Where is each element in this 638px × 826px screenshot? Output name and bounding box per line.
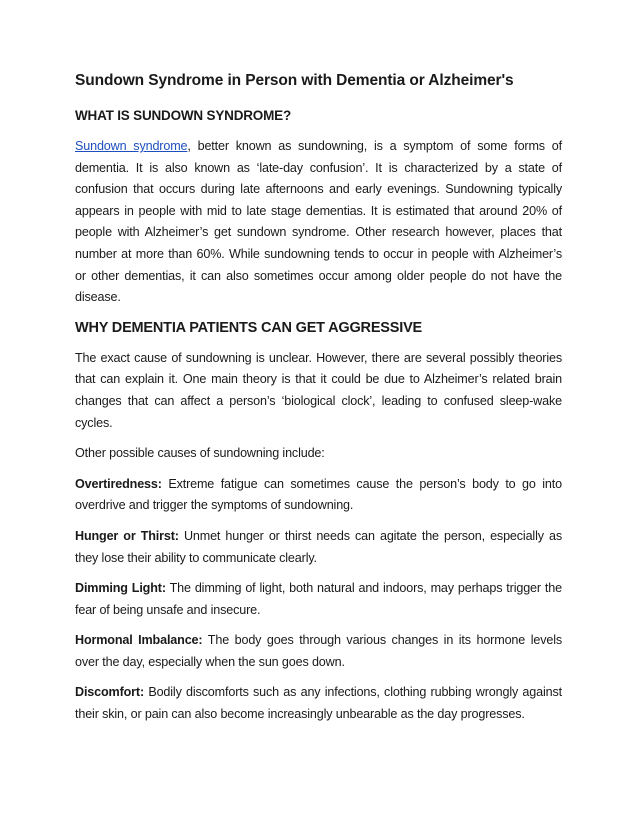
cause-item: [75, 682, 562, 725]
cause-term: Dimming Light:: [75, 581, 166, 596]
paragraph-definition: [75, 136, 562, 309]
cause-term: Hunger or Thirst:: [75, 528, 179, 543]
cause-text: Unmet hunger or thirst needs can agitate the person, especially as they lose their ability to communicate clearly.: [75, 528, 562, 565]
section-heading-what-is: WHAT IS SUNDOWN SYNDROME?: [75, 108, 291, 123]
cause-item: [75, 578, 562, 621]
paragraph-causes-intro: Other possible causes of sundowning include:: [75, 446, 325, 461]
cause-term: Discomfort:: [75, 685, 145, 700]
paragraph-intro: The exact cause of sundowning is unclear. However, there are several possibly theories that can explain it. One main theory is that it could be due to Alzheimer’s related brain changes that can affect a person’s ‘biological clock’, leading to confused sleep-wake cycles.: [75, 350, 562, 430]
cause-text: The body goes through various changes in its hormone levels over the day, especially when the sun goes down.: [75, 633, 563, 669]
cause-text: The dimming of light, both natural and indoors, may perhaps trigger the fear of being unsafe and insecure.: [75, 581, 562, 617]
document-page: [75, 70, 562, 735]
cause-term: Overtiredness:: [75, 476, 162, 491]
cause-item: [75, 474, 562, 517]
cause-item: [75, 630, 562, 673]
cause-item: [75, 526, 562, 569]
sundown-syndrome-link[interactable]: Sundown syndrome: [75, 139, 188, 153]
cause-term: Hormonal Imbalance:: [75, 633, 203, 648]
section-heading-why-aggressive: WHY DEMENTIA PATIENTS CAN GET AGGRESSIVE: [75, 319, 423, 336]
document-title: Sundown Syndrome in Person with Dementia or Alzheimer's: [75, 72, 514, 89]
cause-text: Extreme fatigue can sometimes cause the person’s body to go into overdrive and trigger the symptoms of sundowning.: [75, 476, 562, 513]
cause-text: Bodily discomforts such as any infections, clothing rubbing wrongly against their skin, or pain can also become increasingly unbearable as the day progresses.: [75, 685, 562, 722]
paragraph-definition-text: , better known as sundowning, is a symptom of some forms of dementia. It is also known as ‘late-day confusion’. It is characterized by a state of confusion that occurs during late afternoons and early evenings. Sundowning typically appears in people with mid to late stage dementias. It is estimated that around 20% of people with Alzheimer’s get sundown syndrome. Other research however, places that number at more than 60%. While sundowning tends to occur in people with Alzheimer’s or other dementias, it can also sometimes occur among older people do not have the disease.: [75, 139, 562, 305]
